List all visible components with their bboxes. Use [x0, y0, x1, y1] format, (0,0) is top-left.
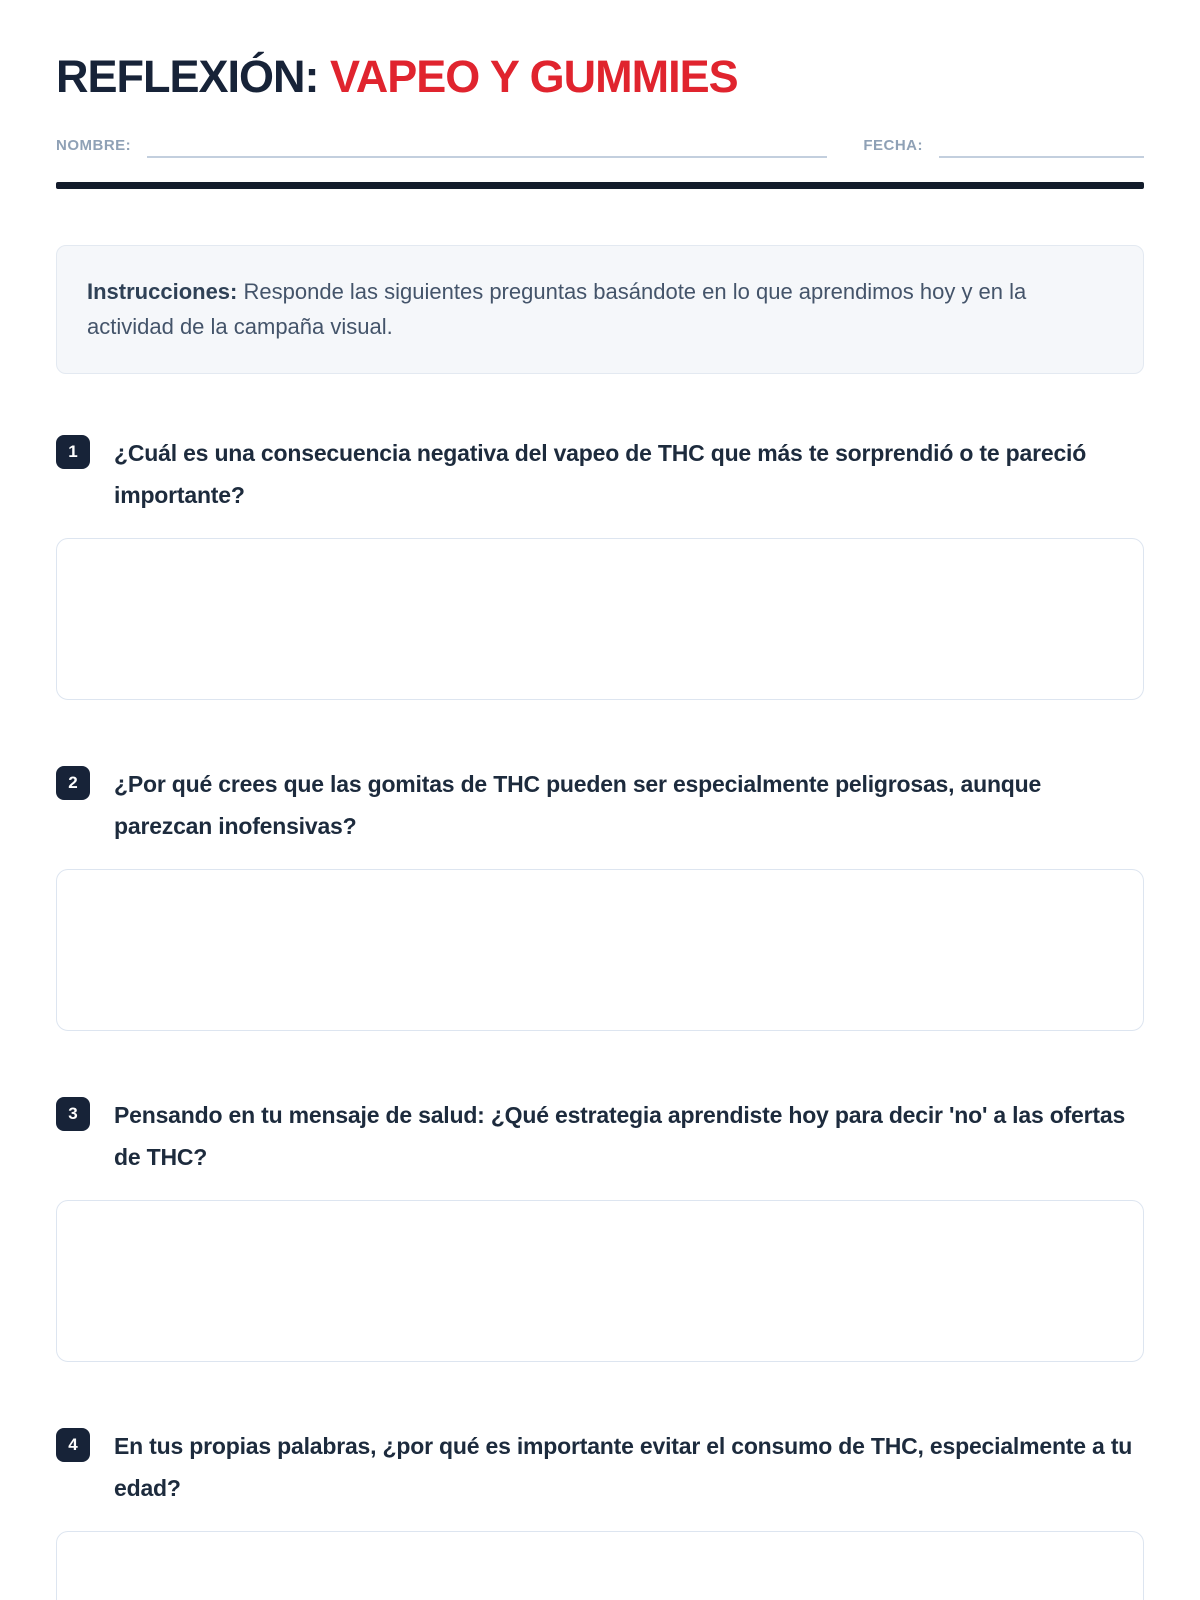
- answer-box-1[interactable]: [56, 538, 1144, 700]
- question-number-badge-3: 3: [56, 1097, 90, 1131]
- instructions-label: Instrucciones:: [87, 278, 238, 304]
- question-section-2: [56, 763, 1144, 1036]
- answer-box-2[interactable]: [56, 869, 1144, 1031]
- name-input[interactable]: [147, 132, 827, 158]
- question-text-1: ¿Cuál es una consecuencia negativa del vapeo de THC que más te sorprendió o te pareció importante?: [114, 439, 1087, 508]
- header-divider: [56, 182, 1144, 189]
- question-row-4: [56, 1425, 1144, 1509]
- question-number-badge-2: 2: [56, 766, 90, 800]
- question-text-4: En tus propias palabras, ¿por qué es importante evitar el consumo de THC, especialmente a tu edad?: [114, 1432, 1133, 1501]
- instructions-text: Responde las siguientes preguntas basándote en lo que aprendimos hoy y en la actividad de la campaña visual.: [87, 278, 1027, 340]
- name-label: NOMBRE:: [56, 136, 132, 154]
- answer-box-3[interactable]: [56, 1200, 1144, 1362]
- question-number-badge-1: 1: [56, 435, 90, 469]
- date-input[interactable]: [939, 132, 1144, 158]
- question-row-1: [56, 432, 1144, 516]
- question-number-badge-4: 4: [56, 1428, 90, 1462]
- question-text-3: Pensando en tu mensaje de salud: ¿Qué estrategia aprendiste hoy para decir 'no' a las ofertas de THC?: [114, 1101, 1126, 1170]
- name-date-row: [56, 132, 1144, 158]
- page-title: [56, 52, 1144, 102]
- answer-box-4[interactable]: [56, 1531, 1144, 1600]
- question-section-3: [56, 1094, 1144, 1367]
- question-row-3: [56, 1094, 1144, 1178]
- instructions-box: [56, 245, 1144, 374]
- page-title-prefix: REFLEXIÓN:: [56, 51, 319, 102]
- question-section-1: [56, 432, 1144, 705]
- page-title-accent: VAPEO Y GUMMIES: [330, 51, 738, 102]
- question-row-2: [56, 763, 1144, 847]
- question-text-2: ¿Por qué crees que las gomitas de THC pueden ser especialmente peligrosas, aunque parezcan inofensivas?: [114, 770, 1042, 839]
- date-label: FECHA:: [863, 136, 923, 154]
- question-section-4: [56, 1425, 1144, 1600]
